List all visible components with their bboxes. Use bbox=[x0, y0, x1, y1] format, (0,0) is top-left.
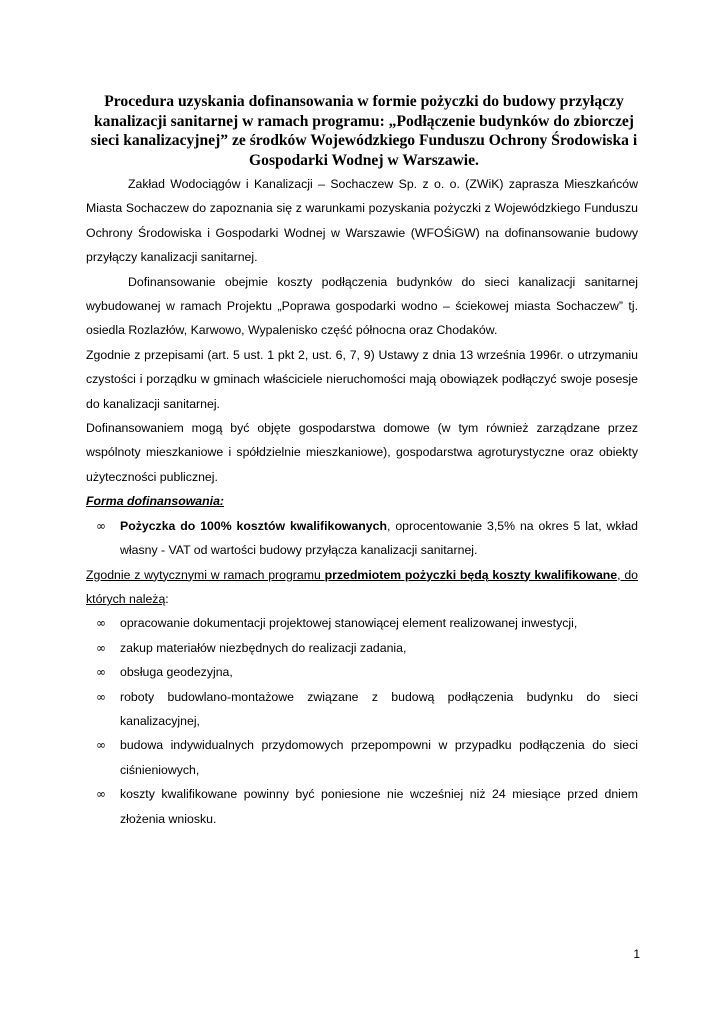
list-item bbox=[86, 514, 638, 563]
document-body bbox=[86, 172, 638, 831]
bullet-icon: ∞ bbox=[96, 665, 106, 680]
paragraph-legal-basis: Zgodnie z przepisami (art. 5 ust. 1 pkt 2, ust. 6, 7, 9) Ustawy z dnia 13 września 1996r. o utrzymaniu czystości i porządku w gminach właściciele nieruchomości mają obowiązek podłączyć swoje posesje do kanalizacji sanitarnej. bbox=[86, 347, 638, 411]
list-item bbox=[86, 685, 638, 734]
paragraph-eligibility: Dofinansowaniem mogą być objęte gospodarstwa domowe (w tym również zarządzane przez wspólnoty mieszkaniowe i spółdzielnie mieszkaniowe), gospodarstwa agroturystyczne oraz obiekty użyteczności publicznej. bbox=[86, 421, 638, 484]
cost-item-text: budowa indywidualnych przydomowych przepompowni w przypadku podłączenia do sieci ciśnieniowych, bbox=[120, 738, 638, 777]
cost-item-text: zakup materiałów niezbędnych do realizacji zadania, bbox=[120, 640, 407, 655]
costs-intro-bold: przedmiotem pożyczki będą koszty kwalifikowane bbox=[324, 567, 618, 582]
bullet-icon: ∞ bbox=[96, 738, 106, 753]
page-number: 1 bbox=[633, 947, 640, 961]
document-title: Procedura uzyskania dofinansowania w formie pożyczki do budowy przyłączy kanalizacji sanitarnej w ramach programu: „Podłączenie budynków do zbiorczej sieci kanalizacyjnej” ze środków Wojewódzkiego Funduszu Ochrony Środowiska i Gospodarki Wodnej w Warszawie. bbox=[90, 93, 638, 169]
bullet-icon: ∞ bbox=[96, 616, 106, 631]
cost-item-text: obsługa geodezyjna, bbox=[120, 665, 233, 680]
cost-item-text: opracowanie dokumentacji projektowej stanowiącej element realizowanej inwestycji, bbox=[120, 616, 578, 631]
list-item bbox=[86, 782, 638, 831]
loan-highlight: Pożyczka do 100% kosztów kwalifikowanych bbox=[120, 518, 387, 533]
costs-intro-part1: Zgodnie z wytycznymi w ramach programu bbox=[86, 567, 325, 582]
costs-intro-colon: : bbox=[165, 591, 169, 606]
bullet-icon: ∞ bbox=[96, 689, 106, 704]
form-heading-text: Forma dofinansowania: bbox=[86, 494, 225, 509]
paragraph-eligible-costs-intro bbox=[86, 563, 638, 612]
cost-item-text: roboty budowlano-montażowe związane z budową podłączenia budynku do sieci kanalizacyjnej, bbox=[120, 689, 638, 728]
list-item bbox=[86, 733, 638, 782]
bullet-icon: ∞ bbox=[96, 640, 106, 655]
list-item bbox=[86, 660, 638, 684]
costs-intro-part2: , do których należą bbox=[86, 567, 639, 606]
list-item bbox=[86, 636, 638, 660]
loan-details: , oprocentowanie 3,5% na okres 5 lat, wkład własny - VAT od wartości budowy przyłącza kanalizacji sanitarnej. bbox=[120, 518, 638, 558]
eligible-costs-list bbox=[86, 611, 638, 831]
heading-form-of-funding bbox=[86, 489, 638, 513]
paragraph-intro: Zakład Wodociągów i Kanalizacji – Sochaczew Sp. z o. o. (ZWiK) zaprasza Mieszkańców Miasta Sochaczew do zapoznania się z warunkami pozyskania pożyczki z Wojewódzkiego Funduszu Ochrony Środowiska i Gospodarki Wodnej w Warszawie (WFOŚiGW) na dofinansowanie budowy przyłączy kanalizacji sanitarnej. bbox=[86, 177, 638, 265]
form-list bbox=[86, 514, 638, 563]
cost-item-text: koszty kwalifikowane powinny być poniesione nie wcześniej niż 24 miesiące przed dniem złożenia wniosku. bbox=[120, 787, 638, 826]
list-item bbox=[86, 611, 638, 635]
paragraph-scope: Dofinansowanie obejmie koszty podłączenia budynków do sieci kanalizacji sanitarnej wybudowanej w ramach Projektu „Poprawa gospodarki wodno – ściekowej miasta Sochaczew” tj. osiedla Rozlazłów, Karwowo, Wypalenisko część północna oraz Chodaków. bbox=[86, 274, 638, 338]
bullet-icon: ∞ bbox=[96, 518, 106, 533]
bullet-icon: ∞ bbox=[96, 787, 106, 802]
